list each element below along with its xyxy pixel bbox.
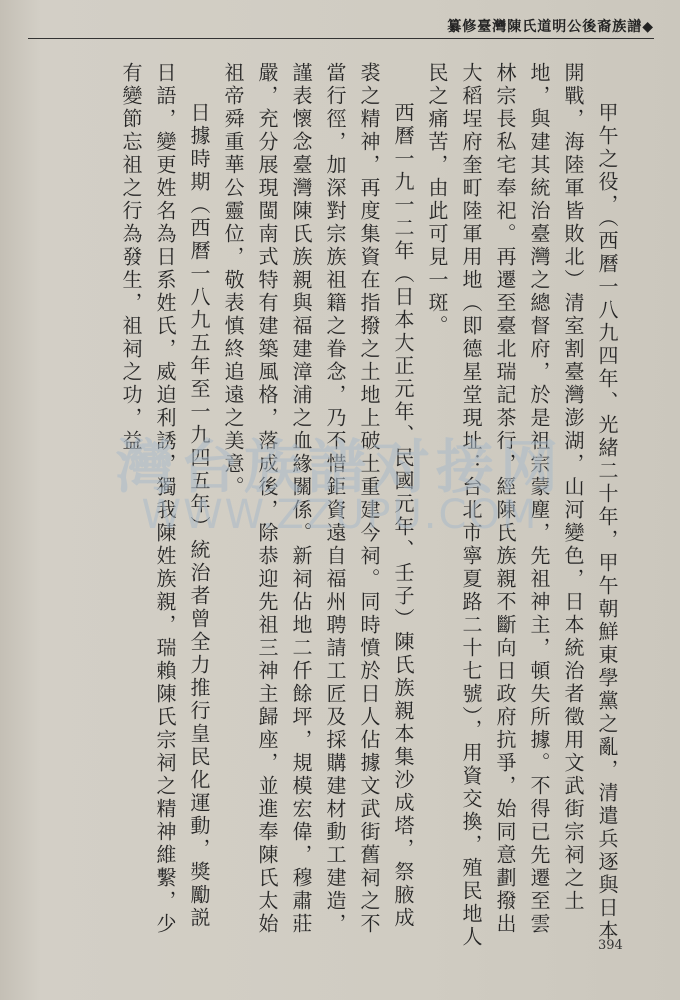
paragraph-2: 西曆一九一二年（日本大正元年、民國元年、壬子）陳氏族親本集沙成塔，祭腋成裘之精神，再度集資在指撥之土地上破土重建今祠。同時憤於日人佔據文武街舊祠之不當行徑，加深對宗族祖籍之眷念，乃不惜鉅資遠自福州聘請工匠及採購建材動工建造，謹表懷念臺灣陳氏族親與福建漳浦之血緣關係。新祠佔地二仟餘坪，規模宏偉，穆肅莊嚴，充分展現閩南式特有建築風格，落成後，除恭迎先祖三神主歸座，並進奉陳氏太始祖帝舜重華公靈位，敬表慎終追遠之美意。 [221,62,415,936]
running-header: 纂修臺灣陳氏道明公後裔族譜◆ [447,19,654,35]
page-number: 394 [598,938,623,953]
header-rule [28,38,654,39]
watermark-url: WWW.ZZUPU.COM [141,492,539,538]
paragraph-3: 日據時期（西曆一八九五年至一九四五年）統治者曾全力推行皇民化運動，獎勵説日語，變更姓名為日系姓氏，威迫利誘，獨我陳姓族親，瑞賴陳氏宗祠之精神維繫，少有變節忘祖之行為發生，祖祠之功，益 [119,62,211,936]
paragraph-1: 甲午之役，（西曆一八九四年、光緒二十年，甲午朝鮮東學黨之亂，清遣兵逐與日本開戰，海陸軍皆敗北）清室割臺灣澎湖，山河變色，日本統治者徵用文武街宗祠之土地，與建其統治臺灣之總督府，於是祖宗蒙塵，先祖神主，頓失所據。不得已先遷至雲林宗長私宅奉祀。再遷至臺北瑞記茶行，經陳氏族親不斷向日政府抗爭，始同意劃撥出大稻埕府奎町陸軍用地（即德星堂現址：台北市寧夏路二十七號），用資交換，殖民地人民之痛苦，由此可見一斑。 [425,62,619,949]
watermark-text: 灣台族譜对接网 [115,433,564,501]
vertical-text-block [76,62,624,952]
